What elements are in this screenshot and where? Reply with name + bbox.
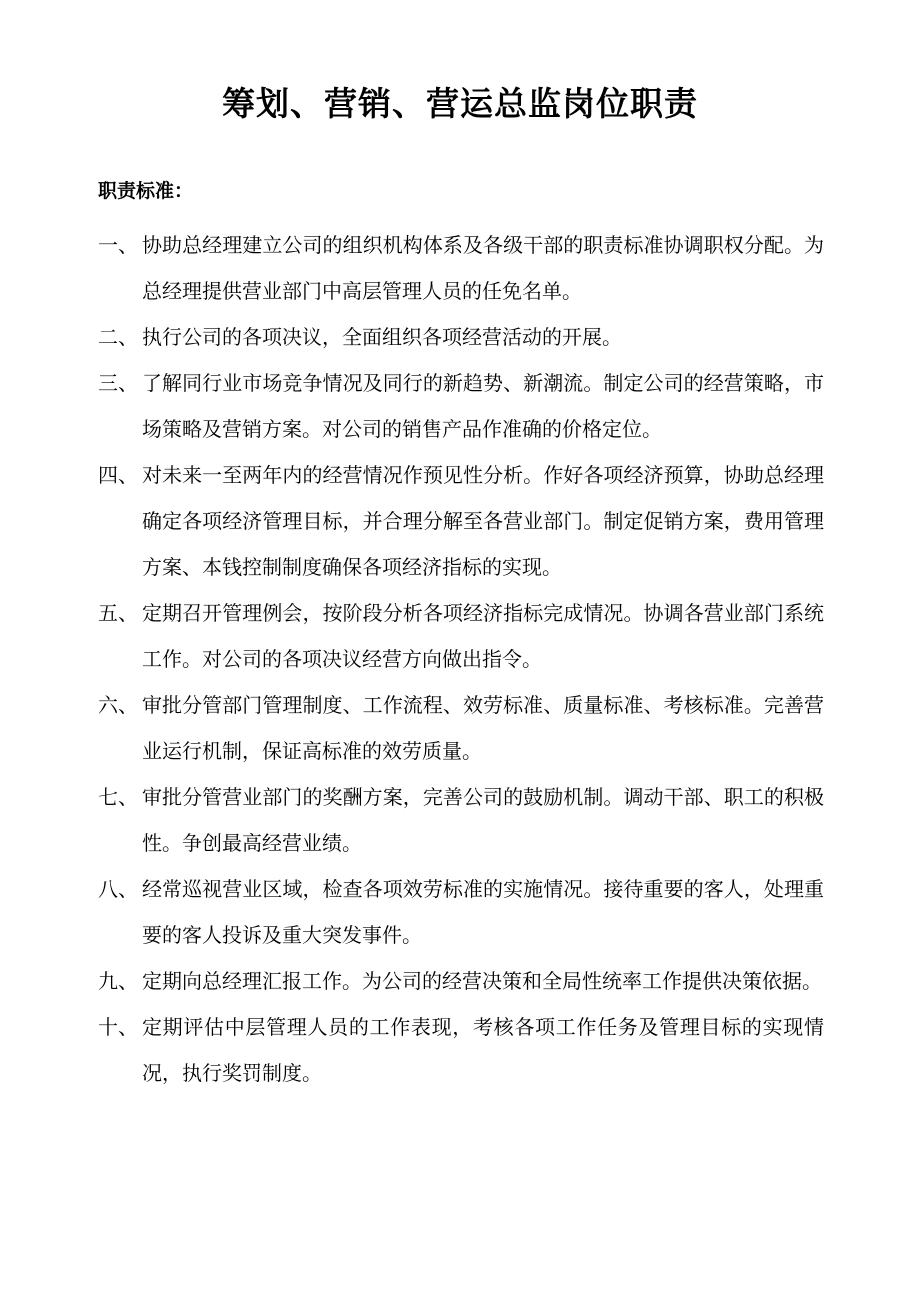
duty-item bbox=[98, 682, 824, 774]
duty-text: 经常巡视营业区域，检查各项效劳标准的实施情况。接待重要的客人，处理重要的客人投诉及重大突发事件。 bbox=[142, 877, 824, 947]
duty-text: 了解同行业市场竞争情况及同行的新趋势、新潮流。制定公司的经营策略，市场策略及营销方案。对公司的销售产品作准确的价格定位。 bbox=[142, 371, 824, 441]
duty-number: 六、 bbox=[98, 693, 138, 717]
duty-number: 一、 bbox=[98, 233, 138, 257]
duty-item bbox=[98, 774, 824, 866]
duty-item bbox=[98, 314, 824, 360]
duty-number: 八、 bbox=[98, 877, 138, 901]
duty-item bbox=[98, 958, 824, 1004]
duty-number: 九、 bbox=[98, 969, 138, 993]
duty-item bbox=[98, 866, 824, 958]
document-title: 筹划、营销、营运总监岗位职责 bbox=[222, 84, 698, 123]
duty-number: 四、 bbox=[98, 463, 138, 487]
duty-item bbox=[98, 222, 824, 314]
duty-text: 定期召开管理例会，按阶段分析各项经济指标完成情况。协调各营业部门系统工作。对公司的各项决议经营方向做出指令。 bbox=[142, 601, 824, 671]
section-label: 职责标准： bbox=[98, 180, 194, 202]
duty-number: 二、 bbox=[98, 325, 138, 349]
duty-text: 对未来一至两年内的经营情况作预见性分析。作好各项经济预算，协助总经理确定各项经济管理目标，并合理分解至各营业部门。制定促销方案，费用管理方案、本钱控制制度确保各项经济指标的实现。 bbox=[142, 463, 824, 579]
duty-text: 审批分管部门管理制度、工作流程、效劳标准、质量标准、考核标准。完善营业运行机制，保证高标准的效劳质量。 bbox=[142, 693, 824, 763]
duty-text: 定期评估中层管理人员的工作表现，考核各项工作任务及管理目标的实现情况，执行奖罚制度。 bbox=[142, 1015, 824, 1085]
duty-text: 定期向总经理汇报工作。为公司的经营决策和全局性统率工作提供决策依据。 bbox=[142, 969, 822, 993]
duty-item bbox=[98, 1004, 824, 1096]
duty-item bbox=[98, 360, 824, 452]
duty-number: 三、 bbox=[98, 371, 138, 395]
duty-number: 七、 bbox=[98, 785, 138, 809]
duty-text: 执行公司的各项决议，全面组织各项经营活动的开展。 bbox=[142, 325, 622, 349]
duty-item bbox=[98, 590, 824, 682]
duty-list bbox=[98, 222, 824, 1096]
duty-text: 审批分管营业部门的奖酬方案，完善公司的鼓励机制。调动干部、职工的积极性。争创最高经营业绩。 bbox=[142, 785, 824, 855]
duty-item bbox=[98, 452, 824, 590]
duty-number: 十、 bbox=[98, 1015, 138, 1039]
duty-number: 五、 bbox=[98, 601, 138, 625]
duty-text: 协助总经理建立公司的组织机构体系及各级干部的职责标准协调职权分配。为总经理提供营业部门中高层管理人员的任免名单。 bbox=[142, 233, 824, 303]
